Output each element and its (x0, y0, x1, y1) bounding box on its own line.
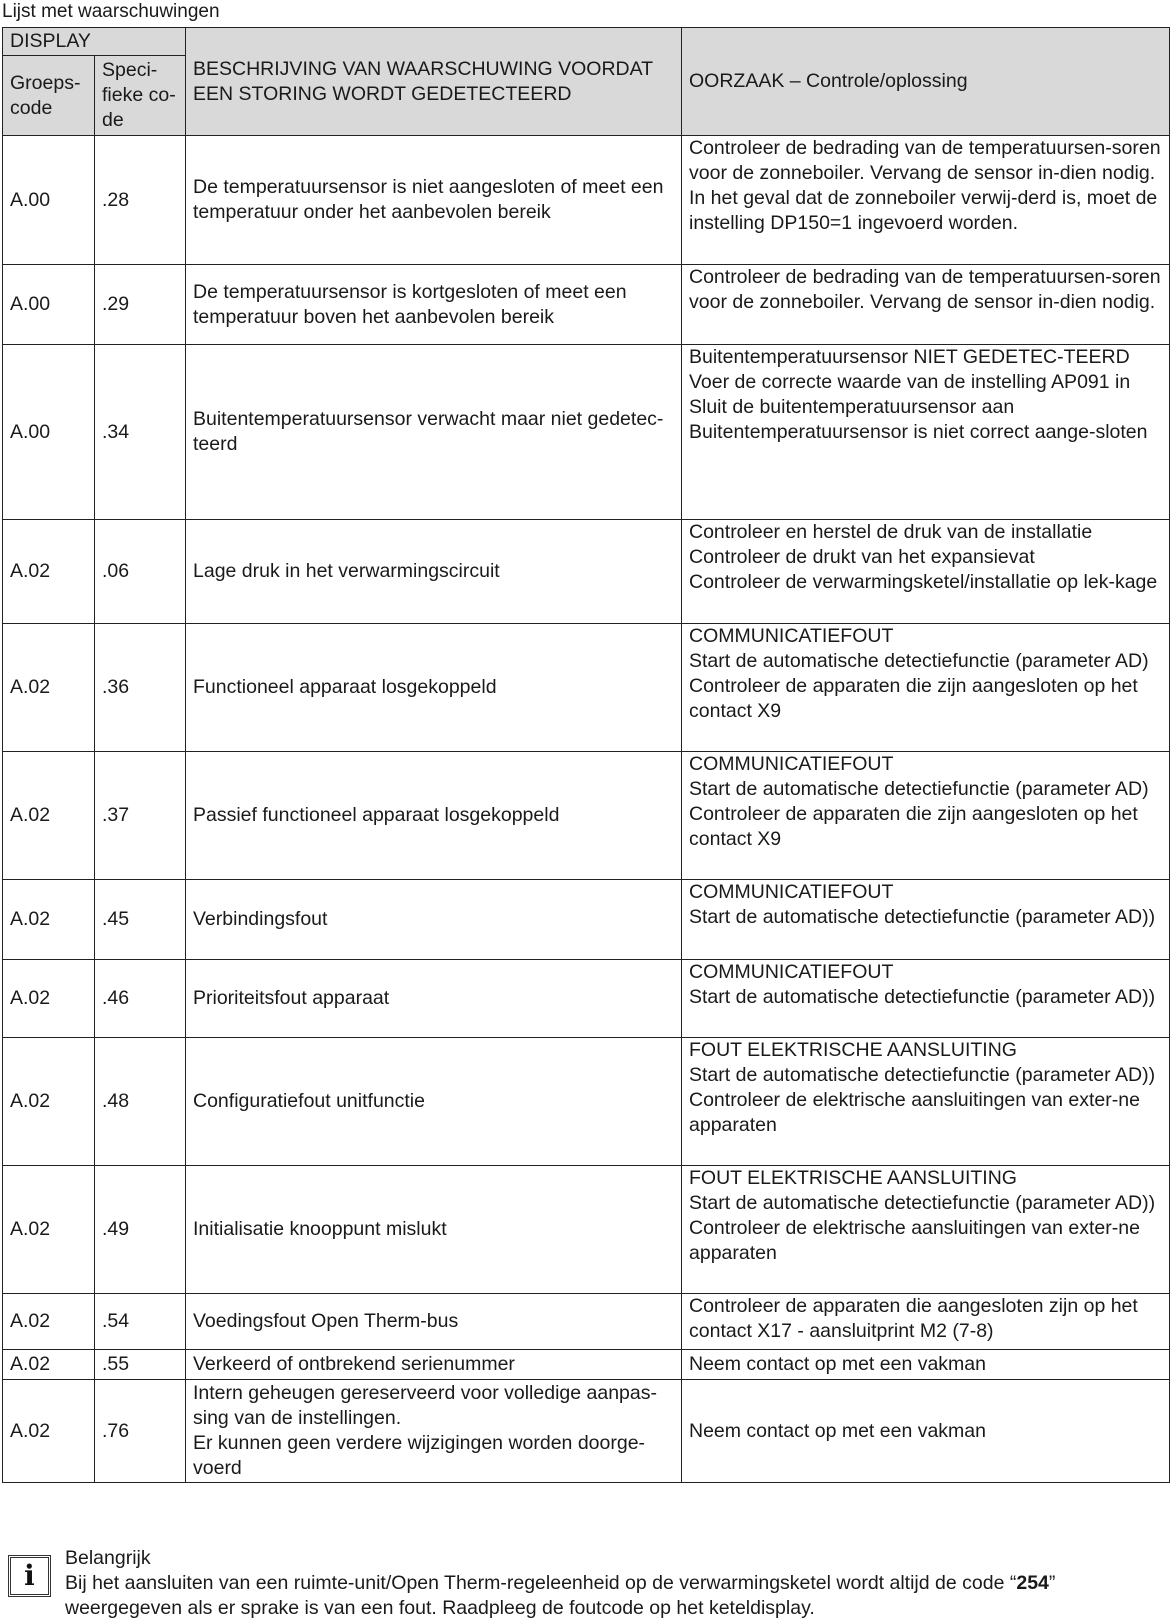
cause-line: Controleer de drukt van het expansievat (689, 546, 1035, 568)
specific-code-cell (95, 624, 186, 752)
specific-code: .36 (102, 676, 130, 698)
description-cell (186, 960, 682, 1038)
group-code-cell (3, 752, 95, 880)
cause-line: COMMUNICATIEFOUT (689, 881, 894, 903)
description-cell (186, 880, 682, 960)
description-line: Passief functioneel apparaat losgekoppeld (193, 804, 560, 826)
note-title: Belangrijk (65, 1547, 151, 1569)
note-text-after: ” weergegeven als er sprake is van een fout. Raadpleeg de foutcode op het keteldisplay. (65, 1572, 1056, 1619)
specific-code-cell (95, 265, 186, 345)
group-code: A.02 (10, 804, 51, 826)
specific-code: .49 (102, 1218, 130, 1240)
specific-code: .28 (102, 188, 130, 211)
group-code-cell (3, 1166, 95, 1294)
specific-code-cell (95, 1166, 186, 1294)
group-code-cell (3, 345, 95, 520)
specific-code-cell (95, 1350, 186, 1380)
specific-code-cell (95, 880, 186, 960)
table-row (3, 752, 1170, 880)
cause-line: Buitentemperatuursensor NIET GEDETEC-TEERD (689, 346, 1130, 368)
info-glyph: i (24, 1559, 35, 1592)
group-code-cell (3, 265, 95, 345)
description-cell (186, 752, 682, 880)
specific-code: .34 (102, 420, 130, 443)
info-icon (8, 1555, 51, 1597)
cause-line: Controleer de apparaten die aangesloten zijn op het contact X17 - aansluitprint M2 (7-8) (689, 1295, 1138, 1342)
display-header: DISPLAY (3, 28, 186, 56)
specific-code: .46 (102, 987, 130, 1009)
cause-line: Controleer de bedrading van de temperatuursen-soren voor de zonneboiler. Vervang de sensor in-dien nodig. (689, 266, 1161, 313)
description-cell (186, 1038, 682, 1166)
group-code: A.02 (10, 908, 51, 930)
specific-code-cell (95, 1294, 186, 1350)
table-body (3, 136, 1170, 1483)
table-row (3, 136, 1170, 265)
group-code-cell (3, 1380, 95, 1483)
description-cell (186, 265, 682, 345)
specific-code-cell (95, 1038, 186, 1166)
group-code: A.02 (10, 987, 51, 1009)
group-code: A.02 (10, 1310, 51, 1332)
cause-cell (682, 1350, 1170, 1380)
description-line: Initialisatie knooppunt mislukt (193, 1218, 447, 1240)
specific-code: .29 (102, 293, 130, 315)
cause-line: COMMUNICATIEFOUT (689, 625, 894, 647)
table-row (3, 520, 1170, 624)
specific-code-header: Speci- fieke co- de (95, 56, 186, 136)
specific-code-cell (95, 520, 186, 624)
table-row (3, 880, 1170, 960)
group-code-cell (3, 624, 95, 752)
cause-cell (682, 345, 1170, 520)
cause-line: Controleer de apparaten die zijn aangesloten op het contact X9 (689, 803, 1138, 850)
cause-cell (682, 136, 1170, 265)
description-cell (186, 624, 682, 752)
table-row (3, 960, 1170, 1038)
cause-line: Buitentemperatuursensor is niet correct aange-sloten (689, 421, 1148, 443)
cause-cell (682, 624, 1170, 752)
cause-cell (682, 880, 1170, 960)
table-row (3, 1380, 1170, 1483)
group-code: A.00 (10, 420, 51, 443)
group-code: A.02 (10, 676, 51, 698)
cause-line: Neem contact op met een vakman (689, 1419, 986, 1442)
specific-code: .54 (102, 1310, 130, 1332)
cause-cell (682, 1380, 1170, 1483)
cause-line: Start de automatische detectiefunctie (parameter AD) (689, 778, 1149, 800)
cause-line: Controleer de verwarmingsketel/installatie op lek-kage (689, 571, 1158, 593)
group-code: A.00 (10, 293, 51, 315)
group-code-cell (3, 880, 95, 960)
cause-line: Controleer de apparaten die zijn aangesloten op het contact X9 (689, 675, 1138, 722)
description-cell (186, 136, 682, 265)
description-cell (186, 1294, 682, 1350)
table-row (3, 1350, 1170, 1380)
description-line: De temperatuursensor is kortgesloten of meet een temperatuur boven het aanbevolen bereik (193, 280, 627, 328)
group-code: A.02 (10, 560, 51, 582)
cause-line: Sluit de buitentemperatuursensor aan (689, 396, 1015, 418)
cause-line: Start de automatische detectiefunctie (parameter AD)) (689, 986, 1156, 1008)
specific-code: .45 (102, 908, 130, 930)
cause-line: Controleer de elektrische aansluitingen van exter-ne apparaten (689, 1217, 1140, 1264)
description-line: Configuratiefout unitfunctie (193, 1090, 425, 1112)
description-header: BESCHRIJVING VAN WAARSCHUWING VOORDAT EEN STORING WORDT GEDETECTEERD (186, 28, 682, 136)
description-line: Lage druk in het verwarmingscircuit (193, 560, 500, 582)
description-cell (186, 1380, 682, 1483)
description-line: Verkeerd of ontbrekend serienummer (193, 1353, 515, 1375)
description-line: Intern geheugen gereserveerd voor volledige aanpas-sing van de instellingen. (193, 1382, 657, 1429)
note-body (65, 1546, 1165, 1621)
group-code: A.00 (10, 188, 51, 211)
group-code: A.02 (10, 1218, 51, 1240)
cause-line: FOUT ELEKTRISCHE AANSLUITING (689, 1039, 1017, 1061)
note-code: 254 (1016, 1572, 1049, 1594)
group-code: A.02 (10, 1419, 51, 1442)
table-row (3, 624, 1170, 752)
specific-code-cell (95, 1380, 186, 1483)
specific-code: .37 (102, 804, 130, 826)
description-line: Verbindingsfout (193, 908, 328, 930)
description-line: Functioneel apparaat losgekoppeld (193, 676, 497, 698)
specific-code: .76 (102, 1419, 130, 1442)
group-code: A.02 (10, 1353, 51, 1375)
cause-line: Voer de correcte waarde van de instelling AP091 in (689, 371, 1131, 393)
description-line: Prioriteitsfout apparaat (193, 987, 390, 1009)
table-row (3, 1166, 1170, 1294)
group-code-header: Groeps- code (3, 56, 95, 136)
description-line: De temperatuursensor is niet aangesloten of meet een temperatuur onder het aanbevolen bereik (193, 176, 664, 223)
note-text-before: Bij het aansluiten van een ruimte-unit/Open Therm-regeleenheid op de verwarmingsketel wordt altijd de code “ (65, 1572, 1017, 1594)
cause-cell (682, 1166, 1170, 1294)
cause-line: Neem contact op met een vakman (689, 1353, 986, 1375)
group-code-cell (3, 960, 95, 1038)
table-row (3, 1294, 1170, 1350)
table-caption: Lijst met waarschuwingen (2, 1, 220, 22)
description-cell (186, 1166, 682, 1294)
group-code-cell (3, 1350, 95, 1380)
table-row (3, 345, 1170, 520)
cause-line: FOUT ELEKTRISCHE AANSLUITING (689, 1167, 1017, 1189)
cause-line: COMMUNICATIEFOUT (689, 961, 894, 983)
cause-cell (682, 520, 1170, 624)
cause-line: Start de automatische detectiefunctie (parameter AD)) (689, 906, 1156, 928)
specific-code-cell (95, 960, 186, 1038)
description-line: Voedingsfout Open Therm-bus (193, 1310, 459, 1332)
specific-code-cell (95, 136, 186, 265)
cause-line: Controleer en herstel de druk van de installatie (689, 521, 1093, 543)
specific-code: .06 (102, 560, 130, 582)
cause-cell (682, 265, 1170, 345)
group-code-cell (3, 136, 95, 265)
table-row (3, 1038, 1170, 1166)
cause-line: Start de automatische detectiefunctie (parameter AD)) (689, 1064, 1156, 1086)
group-code-cell (3, 1038, 95, 1166)
specific-code: .48 (102, 1090, 130, 1112)
cause-header: OORZAAK – Controle/oplossing (682, 28, 1170, 136)
cause-cell (682, 752, 1170, 880)
cause-cell (682, 1294, 1170, 1350)
group-code-cell (3, 520, 95, 624)
note-text (65, 1571, 1165, 1621)
specific-code-cell (95, 752, 186, 880)
description-line: Buitentemperatuursensor verwacht maar niet gedetec-teerd (193, 408, 664, 455)
cause-line: Start de automatische detectiefunctie (parameter AD) (689, 650, 1149, 672)
warnings-table (2, 27, 1170, 1483)
description-cell (186, 345, 682, 520)
description-cell (186, 1350, 682, 1380)
cause-line: COMMUNICATIEFOUT (689, 753, 894, 775)
cause-line: Start de automatische detectiefunctie (parameter AD)) (689, 1192, 1156, 1214)
table-row (3, 265, 1170, 345)
description-cell (186, 520, 682, 624)
specific-code: .55 (102, 1353, 130, 1375)
cause-line: Controleer de elektrische aansluitingen van exter-ne apparaten (689, 1089, 1140, 1136)
group-code: A.02 (10, 1090, 51, 1112)
table-header (3, 28, 1170, 136)
group-code-cell (3, 1294, 95, 1350)
specific-code-cell (95, 345, 186, 520)
description-line: Er kunnen geen verdere wijzigingen worden doorge-voerd (193, 1432, 646, 1479)
cause-cell (682, 1038, 1170, 1166)
cause-cell (682, 960, 1170, 1038)
cause-line: Controleer de bedrading van de temperatuursen-soren voor de zonneboiler. Vervang de sensor in-dien nodig. In het geval dat de zonneboiler verwij-derd is, moet de instelling DP150=1 ingevoerd worden. (689, 137, 1161, 234)
